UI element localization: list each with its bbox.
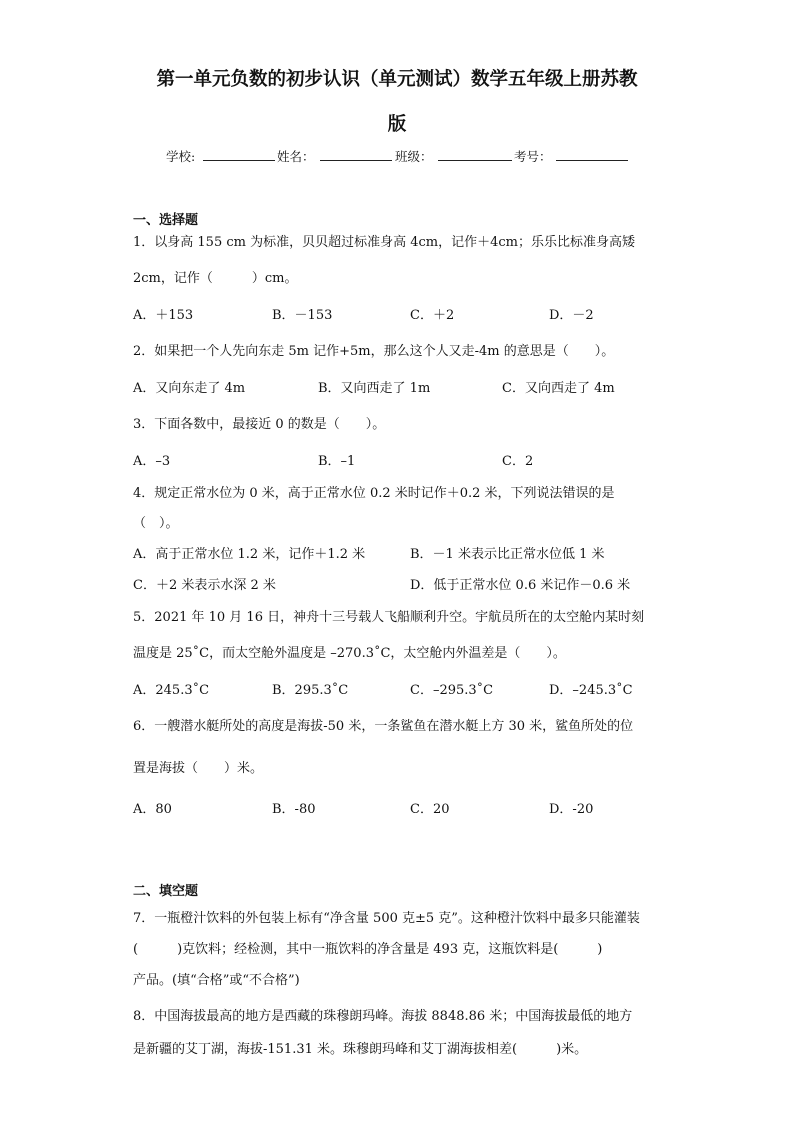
student-info-row	[0, 147, 794, 163]
question-7-text-cont2: 产品。(填“合格”或“不合格”)	[133, 973, 300, 988]
school-blank[interactable]	[203, 160, 275, 161]
q2-option-a[interactable]: A．又向东走了 4m	[133, 381, 246, 396]
exam-number-blank[interactable]	[556, 160, 628, 161]
question-4-text-cont: （ ）。	[133, 516, 179, 531]
school-label: 学校:	[166, 149, 196, 164]
q4-option-b[interactable]: B．－1 米表示比正常水位低 1 米	[410, 547, 605, 562]
q6-option-c[interactable]: C．20	[410, 802, 450, 817]
q3-option-c[interactable]: C．2	[502, 454, 534, 469]
section-heading-fill-in: 二、填空题	[133, 884, 199, 899]
q5-option-b[interactable]: B．295.3˚C	[272, 683, 349, 698]
q6-option-a[interactable]: A．80	[133, 802, 172, 817]
q2-option-c[interactable]: C．又向西走了 4m	[502, 381, 615, 396]
exam-number-label: 考号：	[514, 149, 552, 164]
question-1-text-cont: 2cm，记作（ ）cm。	[133, 271, 298, 286]
q1-option-a[interactable]: A．＋153	[133, 308, 194, 323]
q4-option-d[interactable]: D．低于正常水位 0.6 米记作－0.6 米	[410, 578, 631, 593]
class-blank[interactable]	[438, 160, 512, 161]
question-1-text: 1．以身高 155 cm 为标准，贝贝超过标准身高 4cm，记作＋4cm；乐乐比标准身高矮	[133, 235, 635, 250]
q5-option-a[interactable]: A．245.3˚C	[133, 683, 210, 698]
page-title-continued: 版	[387, 114, 407, 135]
q1-option-c[interactable]: C．＋2	[410, 308, 455, 323]
name-blank[interactable]	[320, 160, 392, 161]
page-title: 第一单元负数的初步认识（单元测试）数学五年级上册苏教	[156, 69, 638, 90]
question-7-text-cont: ( )克饮料；经检测，其中一瓶饮料的净含量是 493 克，这瓶饮料是( )	[133, 942, 603, 957]
q2-option-b[interactable]: B．又向西走了 1m	[318, 381, 431, 396]
q1-option-d[interactable]: D．－2	[549, 308, 594, 323]
section-heading-choice: 一、选择题	[133, 213, 199, 228]
question-8-text-cont: 是新疆的艾丁湖，海拔-151.31 米。珠穆朗玛峰和艾丁湖海拔相差( )米。	[133, 1042, 588, 1057]
question-6-text: 6．一艘潜水艇所处的高度是海拔-50 米，一条鲨鱼在潜水艇上方 30 米，鲨鱼所处的位	[133, 719, 634, 734]
q6-option-b[interactable]: B．-80	[272, 802, 316, 817]
class-label: 班级：	[395, 149, 433, 164]
q4-option-c[interactable]: C．＋2 米表示水深 2 米	[133, 578, 276, 593]
q5-option-d[interactable]: D．–245.3˚C	[549, 683, 633, 698]
q3-option-a[interactable]: A．–3	[133, 454, 171, 469]
question-8-text: 8．中国海拔最高的地方是西藏的珠穆朗玛峰。海拔 8848.86 米；中国海拔最低的地方	[133, 1009, 633, 1024]
question-2-text: 2．如果把一个人先向东走 5m 记作+5m，那么这个人又走-4m 的意思是（ ）。	[133, 344, 615, 359]
name-label: 姓名：	[277, 149, 315, 164]
question-3-text: 3．下面各数中，最接近 0 的数是（ ）。	[133, 417, 386, 432]
q1-option-b[interactable]: B．－153	[272, 308, 333, 323]
question-4-text: 4．规定正常水位为 0 米，高于正常水位 0.2 米时记作＋0.2 米，下列说法错误的是	[133, 486, 615, 501]
question-7-text: 7．一瓶橙汁饮料的外包装上标有“净含量 500 克±5 克”。这种橙汁饮料中最多只能灌装	[133, 911, 640, 926]
q3-option-b[interactable]: B．–1	[318, 454, 356, 469]
q5-option-c[interactable]: C．–295.3˚C	[410, 683, 494, 698]
q4-option-a[interactable]: A．高于正常水位 1.2 米，记作＋1.2 米	[133, 547, 366, 562]
question-5-text-cont: 温度是 25˚C，而太空舱外温度是 –270.3˚C，太空舱内外温差是（ ）。	[133, 646, 566, 661]
question-6-text-cont: 置是海拔（ ）米。	[133, 761, 264, 776]
question-5-text: 5．2021 年 10 月 16 日，神舟十三号载人飞船顺利升空。宇航员所在的太空舱内某时刻	[133, 610, 645, 625]
q6-option-d[interactable]: D．-20	[549, 802, 594, 817]
